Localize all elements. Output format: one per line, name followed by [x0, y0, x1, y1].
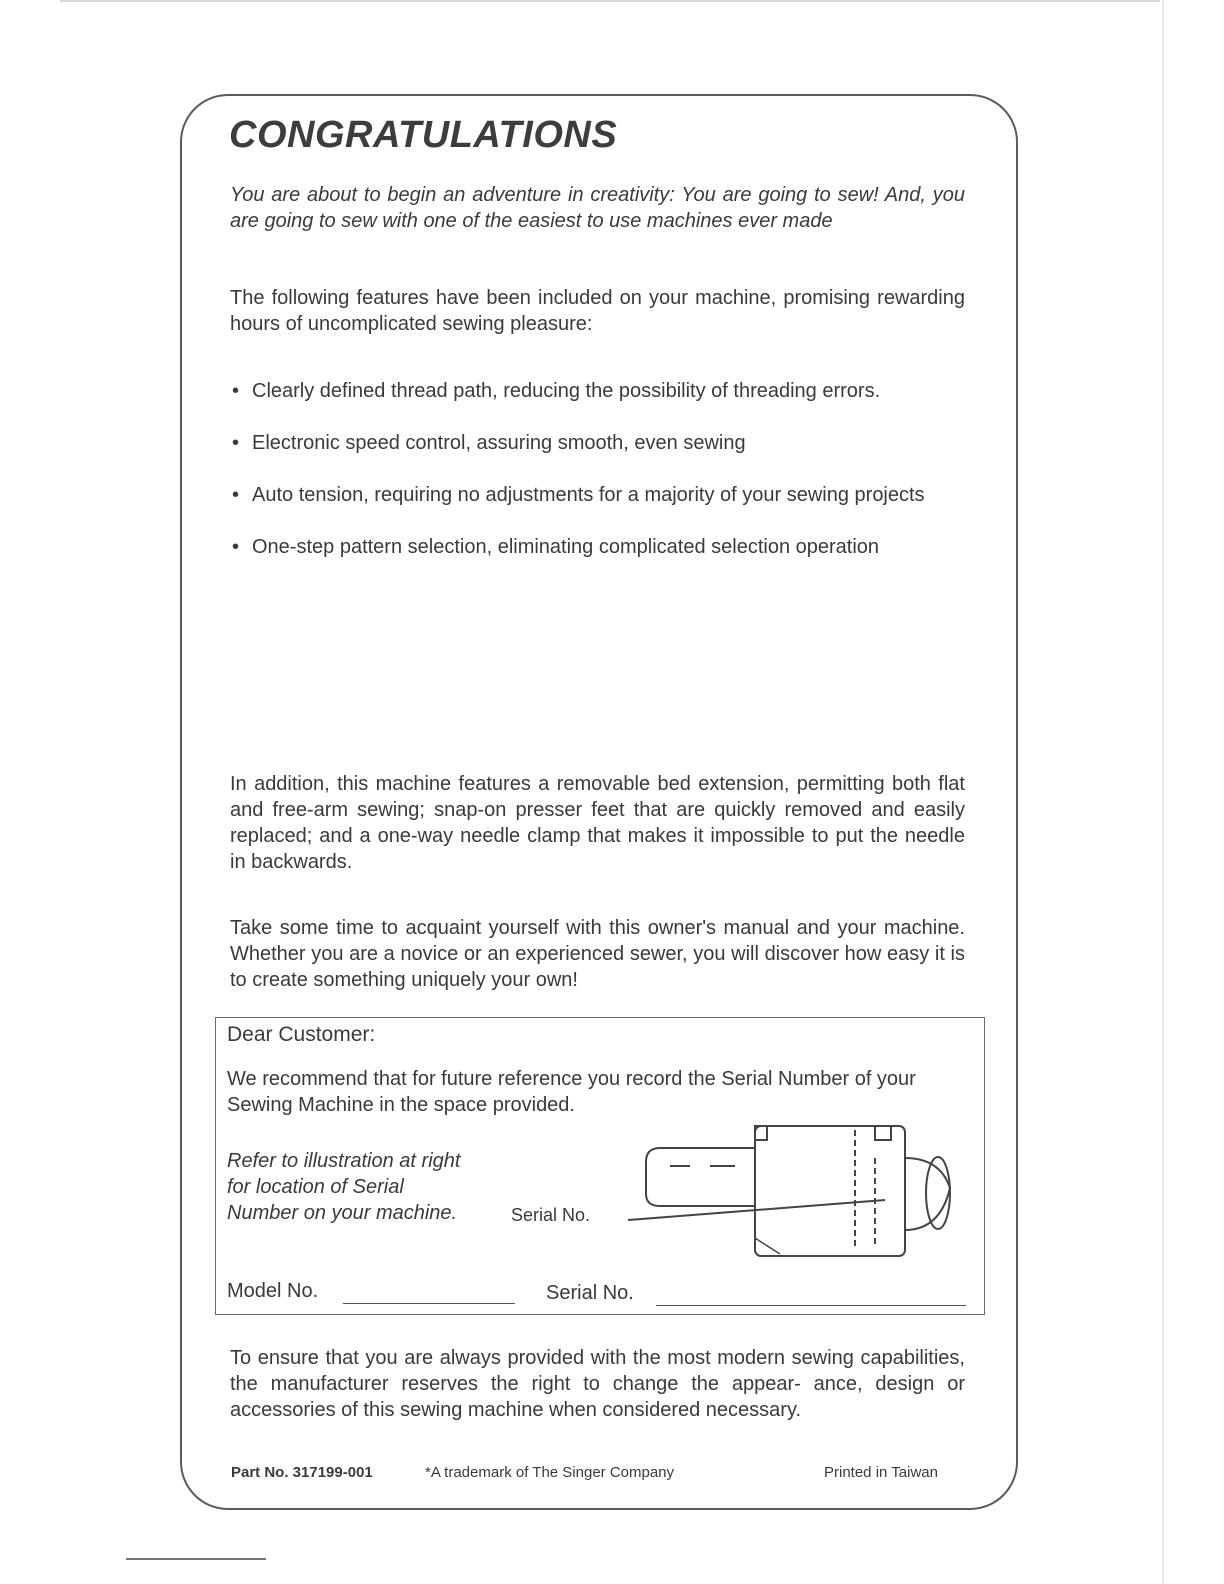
- take-time-paragraph: Take some time to acquaint yourself with this owner's manual and your machine. Whether you are a novice or an experienced sewer, you will discover how easy it is to create something uniquely your own!: [230, 917, 965, 991]
- serial-number-label: Serial No.: [546, 1282, 634, 1304]
- trademark-note: *A trademark of The Singer Company: [425, 1464, 675, 1481]
- customer-greeting: Dear Customer:: [227, 1023, 376, 1046]
- scan-edge-right: [1162, 0, 1164, 1584]
- model-number-blank: [343, 1303, 515, 1304]
- intro-paragraph: You are about to begin an adventure in creativity: You are going to sew! And, you are going to sew with one of the easiest to use machines ever made: [230, 184, 965, 232]
- feature-item: • Auto tension, requiring no adjustments for a majority of your sewing projects: [230, 482, 965, 509]
- feature-item: • Clearly defined thread path, reducing the possibility of threading errors.: [230, 378, 965, 405]
- serial-callout-label: Serial No.: [511, 1205, 591, 1225]
- feature-item: • Electronic speed control, assuring smooth, even sewing: [230, 430, 965, 457]
- ensure-paragraph: To ensure that you are always provided with the most modern sewing capabilities, the manufacturer reserves the right to change the appear- ance, design or accessories of this sewing machine when considered necessary.: [230, 1347, 965, 1421]
- scan-edge-left: [0, 0, 60, 1584]
- addition-paragraph: In addition, this machine features a removable bed extension, permitting both flat and free-arm sewing; snap-on presser feet that are quickly removed and easily replaced; and a one-way needle clamp that makes it impossible to put the needle in backwards.: [230, 773, 965, 873]
- feature-list: [230, 378, 965, 586]
- recommend-text: We recommend that for future reference you record the Serial Number of your Sewing Machine in the space provided.: [227, 1068, 916, 1116]
- serial-number-blank: [656, 1305, 966, 1306]
- machine-body: [755, 1126, 905, 1256]
- refer-illustration-text: Refer to illustration at right for location of Serial Number on your machine.: [227, 1150, 461, 1224]
- machine-arm: [646, 1148, 755, 1206]
- model-number-label: Model No.: [227, 1280, 319, 1302]
- machine-illustration: [620, 1118, 960, 1268]
- scan-bottom-mark: [126, 1558, 266, 1560]
- serial-pointer-line: [628, 1200, 885, 1220]
- page-title: CONGRATULATIONS: [229, 114, 618, 156]
- handwheel: [905, 1158, 950, 1230]
- features-intro-paragraph: The following features have been included on your machine, promising rewarding hours of uncomplicated sewing pleasure:: [230, 287, 965, 335]
- feature-item: • One-step pattern selection, eliminating complicated selection operation: [230, 534, 965, 561]
- printed-in: Printed in Taiwan: [824, 1464, 938, 1481]
- scan-top-rule: [60, 0, 1160, 2]
- part-number: Part No. 317199-001: [231, 1464, 373, 1481]
